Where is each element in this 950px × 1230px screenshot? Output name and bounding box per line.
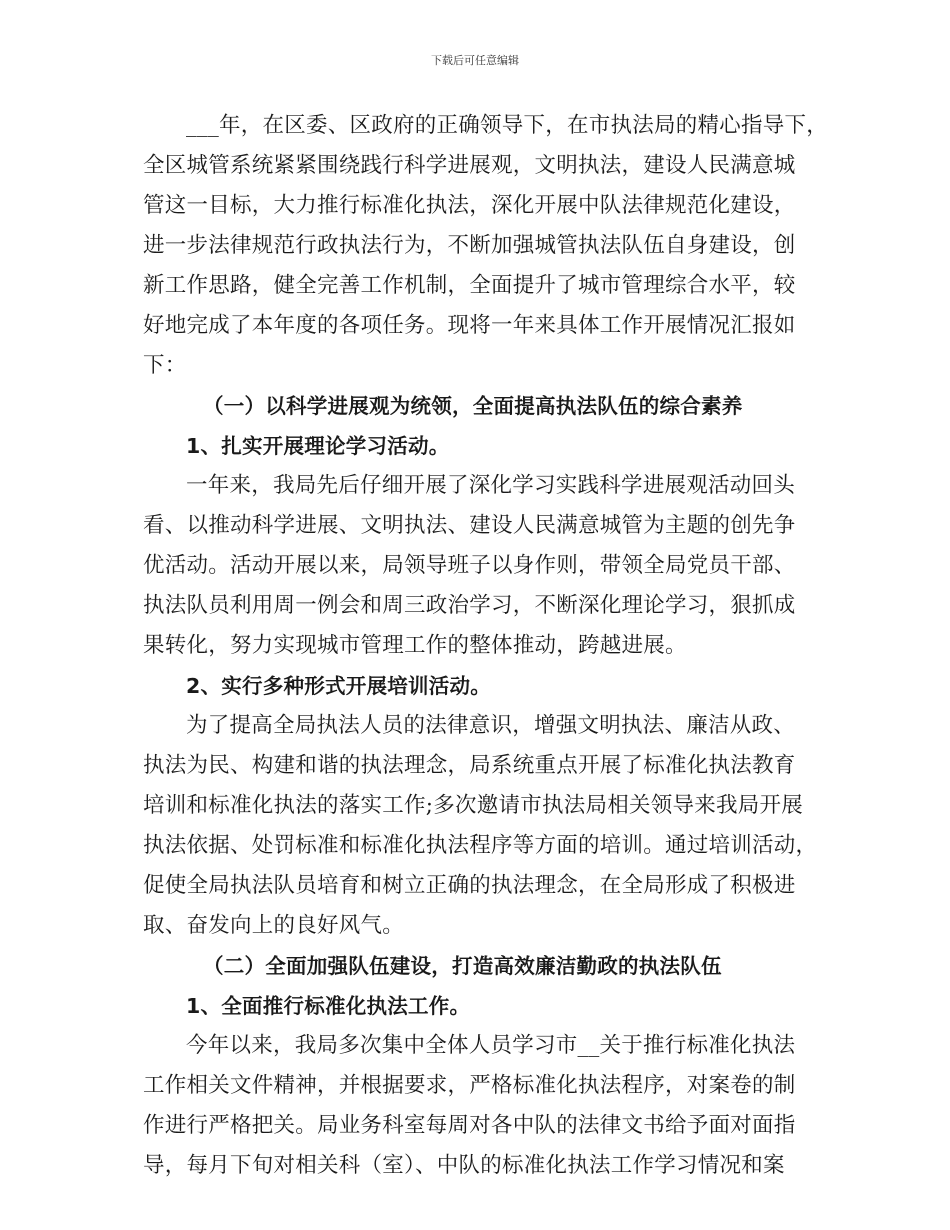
paragraph-line: 下： [143, 353, 187, 378]
paragraph-line: 新工作思路，健全完善工作机制，全面提升了城市管理综合水平，较 [143, 273, 796, 298]
paragraph-line: 工作相关文件精神，并根据要求，严格标准化执法程序，对案卷的制 [143, 1073, 796, 1098]
paragraph-line: 进一步法律规范行政执法行为，不断加强城管执法队伍自身建设，创 [143, 233, 796, 258]
subsection-heading: 1、扎实开展理论学习活动。 [186, 434, 450, 458]
paragraph-line: 培训和标准化执法的落实工作;多次邀请市执法局相关领导来我局开展 [143, 793, 803, 818]
paragraph-line: 执法为民、构建和谐的执法理念，局系统重点开展了标准化执法教育 [143, 753, 796, 778]
paragraph-line: 为了提高全局执法人员的法律意识，增强文明执法、廉洁从政、 [186, 713, 796, 738]
paragraph-line: 取、奋发向上的良好风气。 [143, 913, 405, 938]
paragraph-line: 优活动。活动开展以来，局领导班子以身作则，带领全局党员干部、 [143, 553, 796, 578]
paragraph-line: 导，每月下旬对相关科（室）、中队的标准化执法工作学习情况和案 [143, 1153, 785, 1178]
paragraph-line: 看、以推动科学进展、文明执法、建设人民满意城管为主题的创先争 [143, 513, 796, 538]
section-heading: （二）全面加强队伍建设，打造高效廉洁勤政的执法队伍 [203, 954, 722, 978]
paragraph-line: 作进行严格把关。局业务科室每周对各中队的法律文书给予面对面指 [143, 1113, 796, 1138]
paragraph-line: 果转化，努力实现城市管理工作的整体推动，跨越进展。 [143, 633, 687, 658]
subsection-heading: 2、实行多种形式开展培训活动。 [186, 674, 492, 698]
section-heading: （一）以科学进展观为统领，全面提高执法队伍的综合素养 [203, 394, 743, 418]
page-header: 下载后可任意编辑 [431, 54, 519, 67]
paragraph-line: 促使全局执法队员培育和树立正确的执法理念，在全局形成了积极进 [143, 873, 796, 898]
document-body [143, 106, 829, 1186]
paragraph-line: 执法队员利用周一例会和周三政治学习，不断深化理论学习，狠抓成 [143, 593, 796, 618]
paragraph-line: 一年来，我局先后仔细开展了深化学习实践科学进展观活动回头 [186, 473, 796, 498]
paragraph-line: 今年以来，我局多次集中全体人员学习市__关于推行标准化执法 [186, 1033, 796, 1058]
paragraph-line: ___年，在区委、区政府的正确领导下，在市执法局的精心指导下， [186, 113, 829, 138]
paragraph-line: 全区城管系统紧紧围绕践行科学进展观，文明执法，建设人民满意城 [143, 153, 796, 178]
paragraph-line: 执法依据、处罚标准和标准化执法程序等方面的培训。通过培训活动， [143, 833, 818, 858]
paragraph-line: 管这一目标，大力推行标准化执法，深化开展中队法律规范化建设， [143, 193, 796, 218]
paragraph-line: 好地完成了本年度的各项任务。现将一年来具体工作开展情况汇报如 [143, 313, 796, 338]
subsection-heading: 1、全面推行标准化执法工作。 [186, 994, 471, 1018]
